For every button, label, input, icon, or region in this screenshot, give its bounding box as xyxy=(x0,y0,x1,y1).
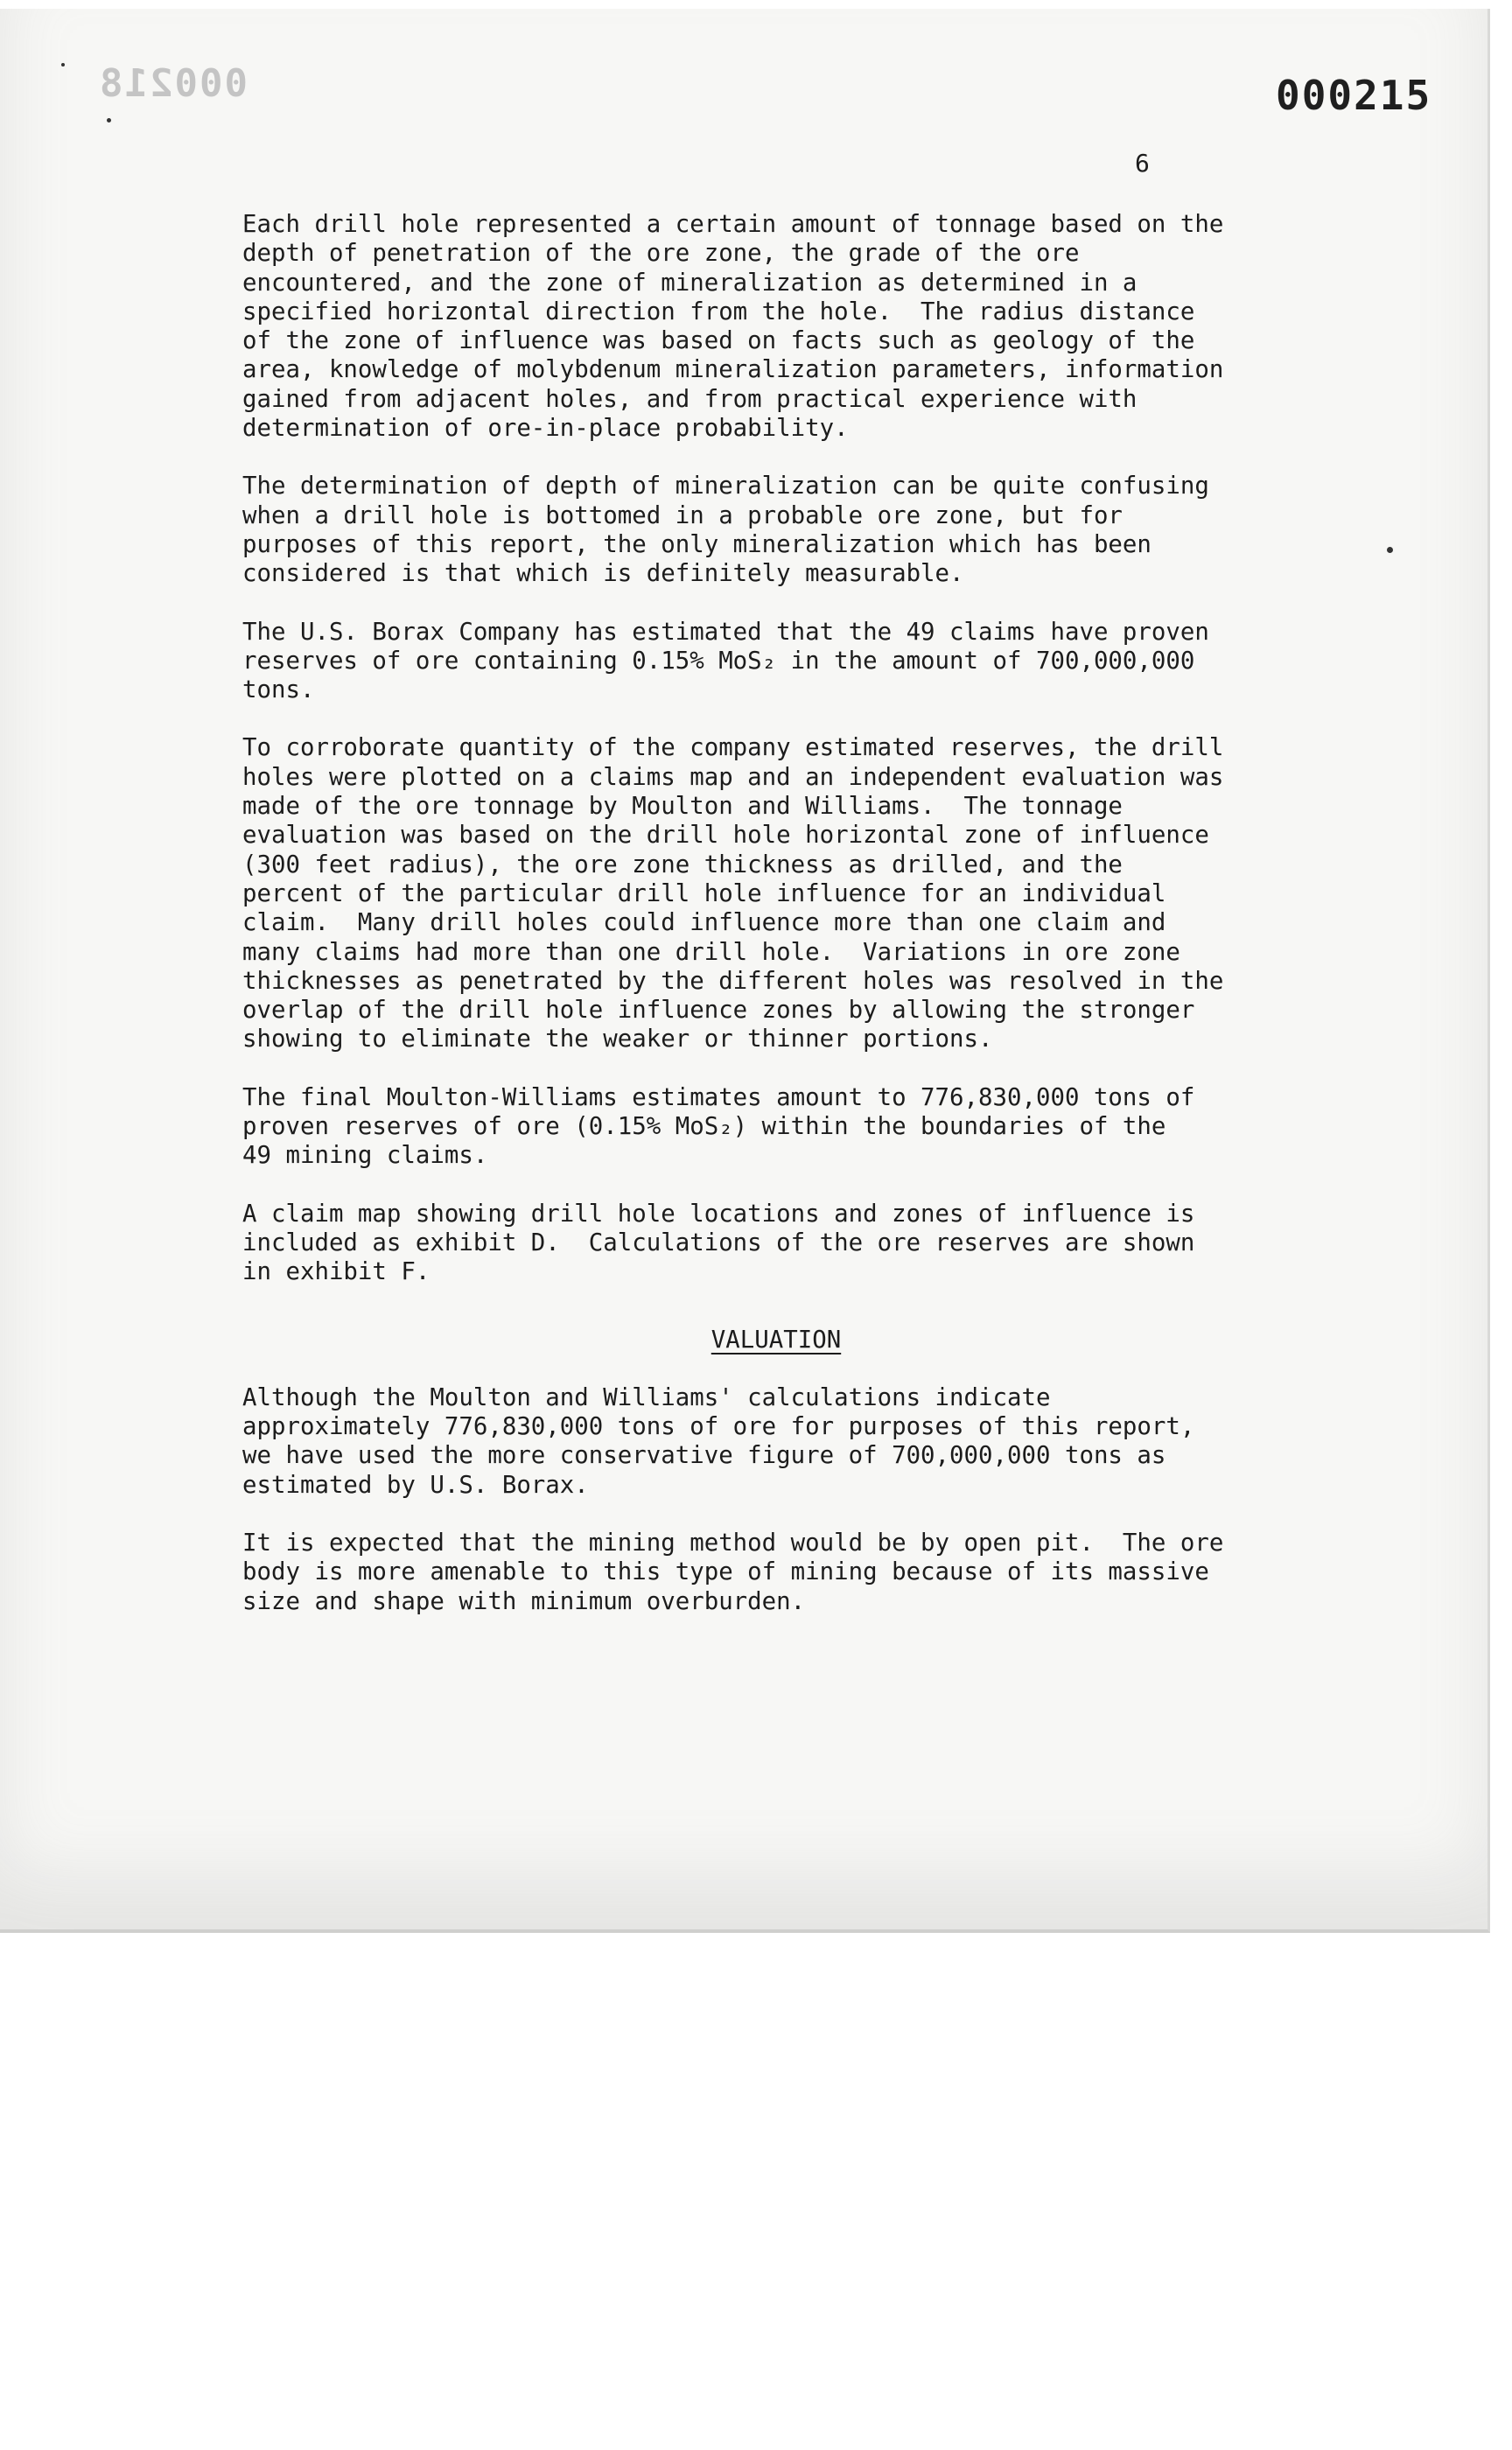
document-stamp-number: 000215 xyxy=(1276,72,1432,119)
document-page xyxy=(0,9,1490,1933)
report-body xyxy=(242,210,1275,1645)
paragraph-drill-hole-tonnage: Each drill hole represented a certain amount of tonnage based on the depth of penetration of the ore zone, the grade of the ore encountered, and the zone of mineralization as determined in a specified horizontal direction from the hole. The radius distance of the zone of influence was based on facts such as geology of the area, knowledge of molybdenum mineralization parameters, information gained from adjacent holes, and from practical experience with determination of ore-in-place probability. xyxy=(242,211,1224,443)
scan-speck xyxy=(61,63,65,66)
paragraph-corroboration: To corroborate quantity of the company estimated reserves, the drill holes were plotted on a claims map and an independent evaluation was made of the ore tonnage by Moulton and Williams. The tonnage evaluation was based on the drill hole horizontal zone of influence (300 feet radius), the ore zone thickness as drilled, and the percent of the particular drill hole influence for an individual claim. Many drill holes could influence more than one claim and many claims had more than one drill hole. Variations in ore zone thicknesses as penetrated by the different holes was resolved in the overlap of the drill hole influence zones by allowing the stronger showing to eliminate the weaker or thinner portions. xyxy=(242,734,1224,1054)
section-heading-valuation xyxy=(242,1326,1275,1354)
paragraph-depth-of-mineralization: The determination of depth of mineralization can be quite confusing when a drill hole is bottomed in a probable ore zone, but for purposes of this report, the only mineralization which has been considered is that which is definitely measurable. xyxy=(242,472,1209,588)
scan-speck xyxy=(107,118,111,122)
paragraph-mining-method: It is expected that the mining method would be by open pit. The ore body is more amenable to this type of mining because of its massive size and shape with minimum overburden. xyxy=(242,1529,1224,1615)
mirrored-document-stamp: 000218 xyxy=(98,61,248,106)
page-number: 6 xyxy=(1135,149,1150,178)
paragraph-claim-map: A claim map showing drill hole locations and zones of influence is included as exhibit D. Calculations of the ore reserves are shown in exhibit F. xyxy=(242,1200,1195,1286)
scan-speck xyxy=(1387,547,1393,553)
paragraph-moulton-williams-estimate: The final Moulton-Williams estimates amount to 776,830,000 tons of proven reserves of ore (0.15% MoS₂) within the boundaries of the 49 mining claims. xyxy=(242,1083,1195,1170)
paragraph-conservative-figure: Although the Moulton and Williams' calculations indicate approximately 776,830,000 tons of ore for purposes of this report, we have used the more conservative figure of 700,000,000 tons as estimated by U.S. Borax. xyxy=(242,1383,1195,1499)
section-heading-text: VALUATION xyxy=(710,1326,842,1354)
paragraph-borax-estimate: The U.S. Borax Company has estimated that the 49 claims have proven reserves of ore containing 0.15% MoS₂ in the amount of 700,000,000 tons. xyxy=(242,618,1209,704)
